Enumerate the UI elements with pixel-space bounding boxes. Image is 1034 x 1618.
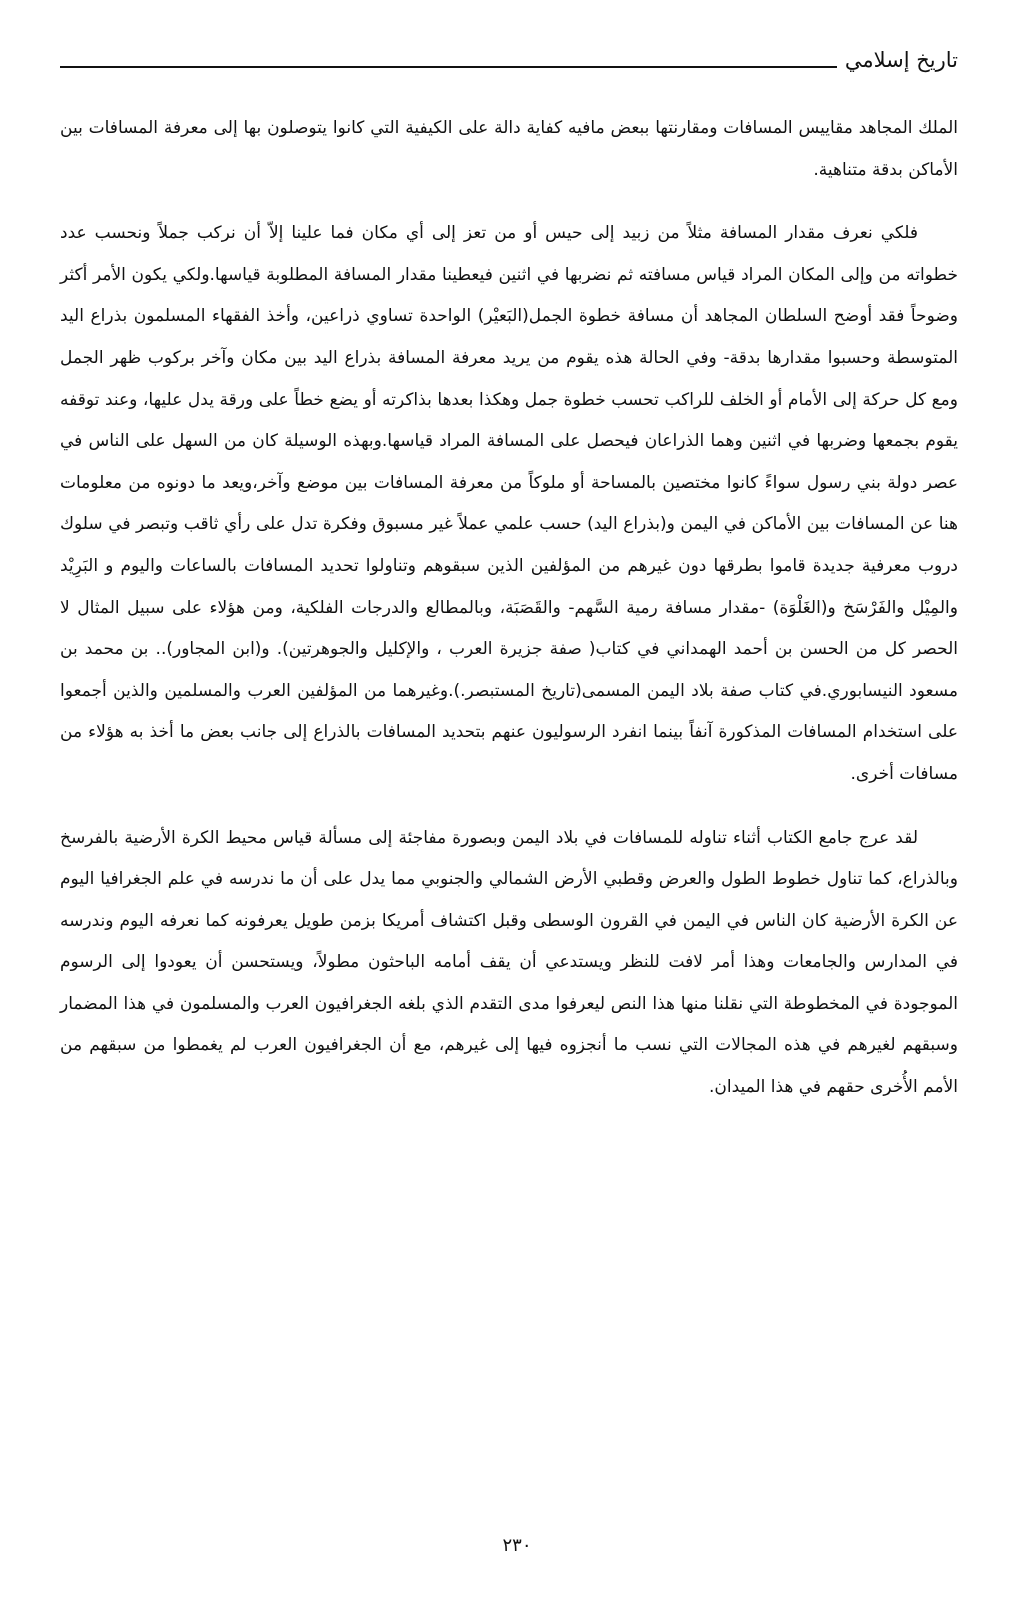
paragraph-2: فلكي نعرف مقدار المسافة مثلاً من زبيد إلى حيس أو من تعز إلى أي مكان فما علينا إلاّ أن نركب جملاً ونحسب عدد خطواته من وإلى المكان المراد قياس مسافته ثم نضربها في اثنين فيعطينا مقدار المسافة المطلوبة قياسها.ولكي يكون الأمر أكثر وضوحاً فقد أوضح السلطان المجاهد أن مسافة خطوة الجمل(البَعيْر) الواحدة تساوي ذراعين، وأخذ الفقهاء المسلمون بذراع اليد المتوسطة وحسبوا مقدارها بدقة- وفي الحالة هذه يقوم من يريد معرفة المسافة بذراع اليد بين مكان وآخر بركوب ظهر الجمل ومع كل حركة إلى الأمام أو الخلف للراكب تحسب خطوة جمل وهكذا بعدها بذاكرته أو يضع خطاً على ورقة يدل عليها، وعند توقفه يقوم بجمعها وضربها في اثنين وهما الذراعان فيحصل على المسافة المراد قياسها.وبهذه الوسيلة كان من السهل على الناس في عصر دولة بني رسول سواءً كانوا مختصين بالمساحة أو ملوكاً من معرفة المسافات بين موضع وآخر،ويعد ما دونوه من معلومات هنا عن المسافات بين الأماكن في اليمن و(بذراع اليد) حسب علمي عملاً غير مسبوق وفكرة تدل على رأي ثاقب وتبصر في سلوك دروب معرفية جديدة قاموا بطرقها دون غيرهم من المؤلفين الذين سبقوهم وتناولوا تحديد المسافات بالساعات واليوم و البَرِيْد والمِيْل والفَرْسَخ و(الغَلْوَة) -مقدار مسافة رمية السَّهم- والقَصَبَة، وبالمطالع والدرجات الفلكية، ومن هؤلاء على سبيل المثال لا الحصر كل من الحسن بن أحمد الهمداني في كتاب( صفة جزيرة العرب ، والإكليل والجوهرتين). و(ابن المجاور).. بن محمد بن مسعود النيسابوري.في كتاب صفة بلاد اليمن المسمى(تاريخ المستبصر.).وغيرهما من المؤلفين العرب والمسلمين والذين أجمعوا على استخدام المسافات المذكورة آنفاً بينما انفرد الرسوليون عنهم بتحديد المسافات بالذراع إلى جانب بعض ما أخذ به هؤلاء من مسافات أخرى. xyxy=(60,223,958,784)
body-text xyxy=(60,108,958,1109)
page-number: ٢٣٠ xyxy=(502,1535,532,1556)
running-header xyxy=(60,46,958,74)
paragraph-3: لقد عرج جامع الكتاب أثناء تناوله للمسافات في بلاد اليمن وبصورة مفاجئة إلى مسألة قياس محيط الكرة الأرضية بالفرسخ وبالذراع، كما تناول خطوط الطول والعرض وقطبي الأرض الشمالي والجنوبي مما يدل على أن ما ندرسه في علم الجغرافيا اليوم عن الكرة الأرضية كان الناس في اليمن في القرون الوسطى وقبل اكتشاف أمريكا بزمن طويل يعرفونه كما نعرفه اليوم وندرسه في المدارس والجامعات وهذا أمر لافت للنظر ويستدعي أن يقف أمامه الباحثون مطولاً، ويستحسن أن يعودوا إلى الرسوم الموجودة في المخطوطة التي نقلنا منها هذا النص ليعرفوا مدى التقدم الذي بلغه الجغرافيون العرب والمسلمون في هذا المضمار وسبقهم لغيرهم في هذه المجالات التي نسب ما أنجزوه فيها إلى غيرهم، مع أن الجغرافيون العرب لم يغمطوا من سبقهم من الأمم الأُخرى حقهم في هذا الميدان. xyxy=(60,827,958,1098)
running-title: تاريخ إسلامي xyxy=(844,48,958,72)
paragraph-1: الملك المجاهد مقاييس المسافات ومقارنتها ببعض مافيه كفاية دالة على الكيفية التي كانوا يتوصلون بها إلى معرفة المسافات بين الأماكن بدقة متناهية. xyxy=(60,118,958,180)
header-rule xyxy=(60,66,837,68)
